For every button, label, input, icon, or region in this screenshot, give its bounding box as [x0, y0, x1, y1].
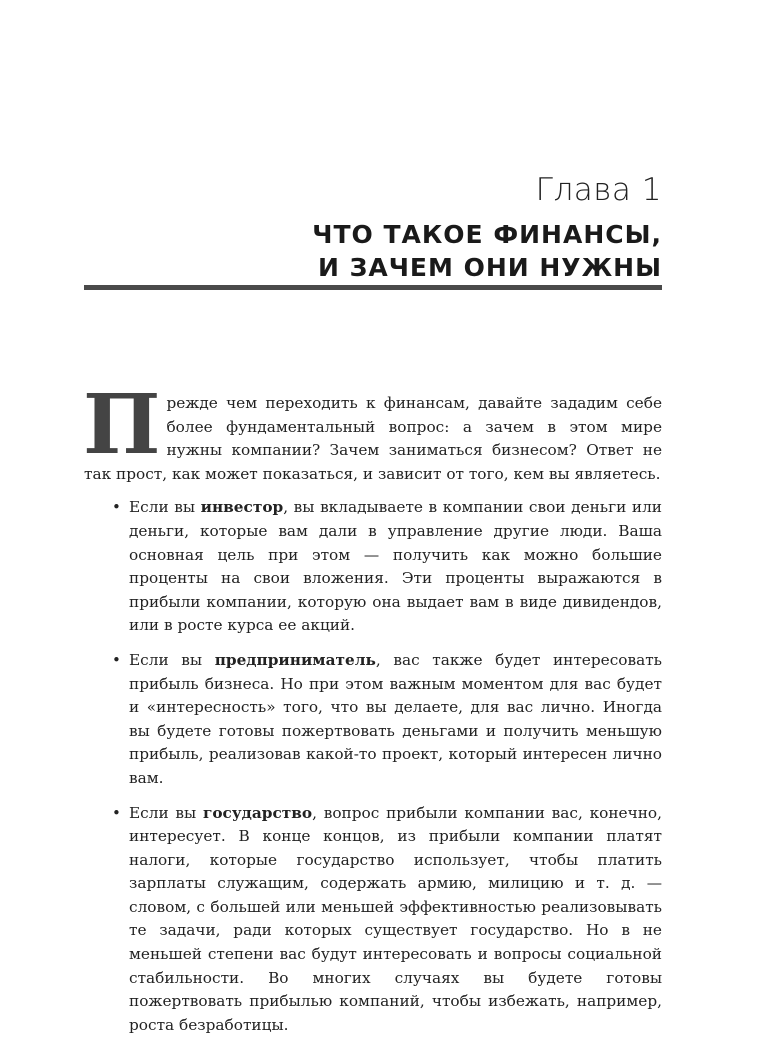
bullet-text-rest: , вопрос прибыли компании вас, конечно, интересует. В конце концов, из прибыли компании платят налоги, которые государство использует, чтобы платить зарплаты служащим, содержать армию, милицию и т. д. — словом, с большей или меньшей эффективностью реализовывать те задачи, ради которых существует государство. Но в не меньшей степени вас будут интересовать и вопросы социальной стабильности. Во многих случаях вы будете готовы пожертвовать прибылью компаний, чтобы избежать, например, роста безработицы.	[129, 803, 662, 1034]
bullet-text-rest: , вас также будет интересовать прибыль бизнеса. Но при этом важным моментом для вас будет и «интересность» того, что вы делаете, для вас лично. Иногда вы будете готовы пожертвовать деньгами и получить меньшую прибыль, реализовав какой-то проект, который интересен лично вам.	[129, 650, 662, 787]
chapter-title-line-2: И ЗАЧЕМ ОНИ НУЖНЫ	[317, 253, 662, 282]
chapter-heading	[84, 172, 662, 284]
bullet-text-rest: , вы вкладываете в компании свои деньги или деньги, которые вам дали в управление другие люди. Ваша основная цель при этом — получить как можно большие проценты на свои вложения. Эти проценты выражаются в прибыли компании, которую она выдает вам в виде дивидендов, или в росте курса ее акций.	[129, 498, 662, 635]
bullet-icon: •	[112, 650, 121, 669]
bullet-term: инвестор	[200, 498, 284, 517]
bullet-text-start: Если вы	[129, 803, 203, 822]
body-text	[83, 377, 662, 1048]
bullet-item-entrepreneur	[84, 649, 662, 791]
bullet-term: предприниматель	[214, 650, 376, 669]
bullet-icon: •	[112, 803, 121, 822]
drop-cap: П	[83, 377, 161, 473]
chapter-title-line-1: ЧТО ТАКОЕ ФИНАНСЫ,	[312, 220, 662, 249]
intro-paragraph	[83, 377, 662, 486]
chapter-divider	[84, 285, 662, 290]
bullet-list	[84, 496, 662, 1037]
bullet-text-start: Если вы	[129, 650, 215, 669]
bullet-text-start: Если вы	[129, 498, 201, 517]
chapter-title	[84, 218, 662, 284]
chapter-label: Глава 1	[535, 172, 662, 208]
bullet-icon: •	[112, 498, 121, 517]
bullet-term: государство	[202, 803, 313, 822]
bullet-item-state	[84, 802, 662, 1038]
bullet-item-investor	[84, 496, 662, 638]
intro-text: режде чем переходить к финансам, давайте зададим себе более фундаментальный вопрос: а зачем в этом мире нужны компании? Зачем заниматься бизнесом? Ответ не так прост, как может показаться, и зависит от того, кем вы являетесь.	[84, 394, 662, 483]
